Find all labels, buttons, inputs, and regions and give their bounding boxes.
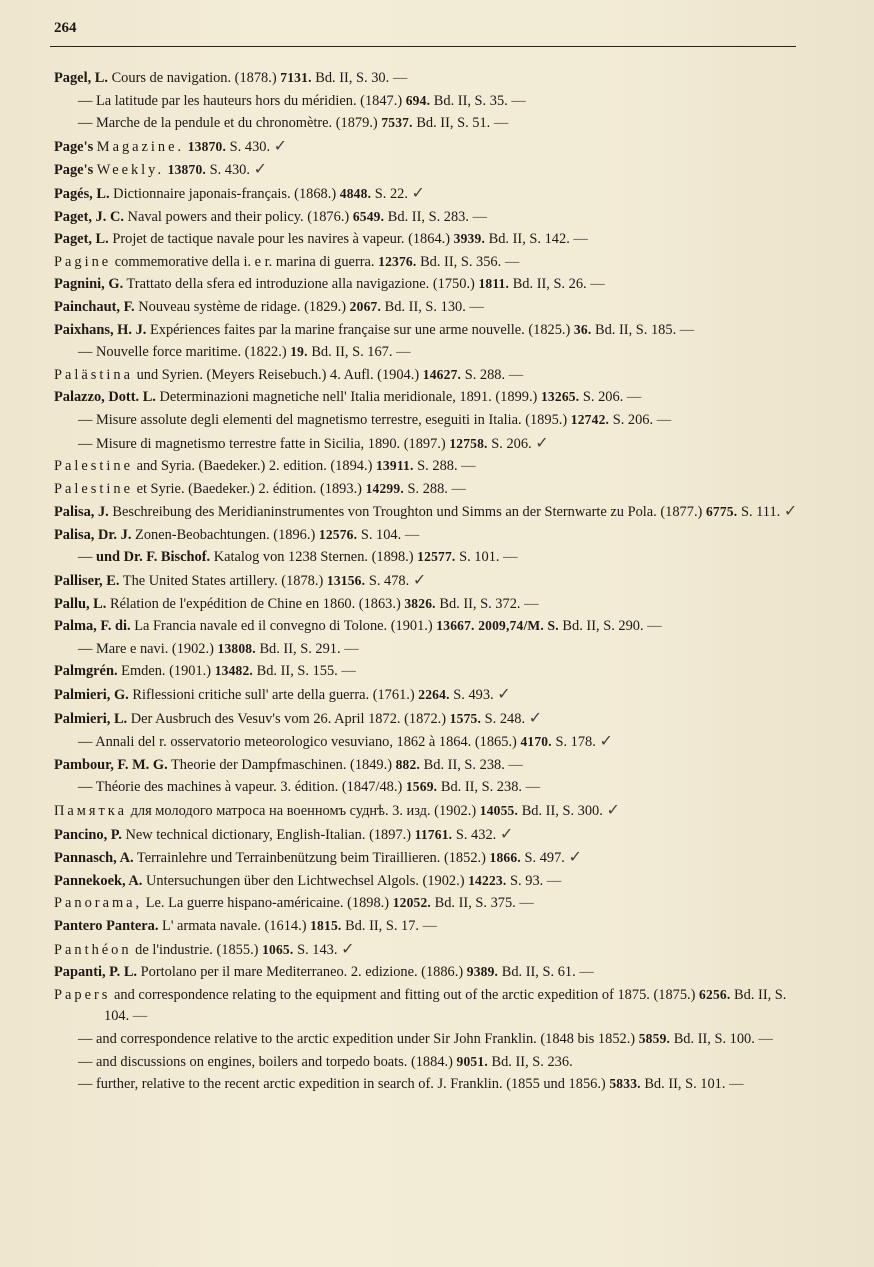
check-mark-icon: ✓	[535, 432, 549, 452]
entry-author: Pagnini, G.	[54, 276, 124, 293]
entry-number: 1811.	[478, 276, 510, 292]
entry-reference: Bd. II, S. 167.	[311, 344, 393, 361]
entry-reference: S. 93.	[510, 872, 544, 889]
entry-title: Mare e navi. (1902.)	[96, 640, 214, 657]
catalog-entry	[54, 524, 800, 547]
catalog-entry	[54, 892, 800, 915]
entry-number: 13870.	[167, 162, 206, 178]
entry-title: Determinazioni magnetiche nell' Italia meridionale, 1891. (1899.)	[159, 389, 538, 406]
catalog-entry	[54, 823, 800, 847]
entry-number: 1575.	[449, 710, 482, 726]
entry-title: Naval powers and their policy. (1876.)	[127, 208, 350, 225]
check-mark-icon: ✓	[273, 135, 288, 155]
entry-keyword: Panorama,	[54, 895, 143, 912]
entry-title: Emden. (1901.)	[121, 663, 212, 680]
continuation-dash: —	[78, 734, 96, 751]
catalog-entry	[54, 707, 800, 731]
entry-reference: Bd. II, S. 35.	[433, 92, 508, 109]
entry-title: Katalog von 1238 Sternen. (1898.)	[213, 549, 414, 566]
catalog-entry	[54, 432, 800, 456]
catalog-entry	[54, 776, 800, 799]
catalog-entry	[54, 386, 800, 409]
entry-reference: S. 206.	[582, 389, 624, 406]
entry-author: Pagel, L.	[54, 70, 108, 86]
entry-reference: Bd. II, S. 291.	[259, 640, 341, 657]
dash-mark: —	[461, 458, 476, 475]
entry-reference: Bd. II, S. 17.	[345, 917, 420, 934]
continuation-dash: —	[78, 1076, 96, 1093]
check-mark-icon: ✓	[499, 823, 514, 843]
dash-mark: —	[729, 1076, 744, 1093]
entry-number: 14299.	[365, 480, 404, 496]
entry-reference: S. 430.	[209, 162, 250, 179]
catalog-entry	[54, 341, 800, 364]
header-rule	[50, 46, 796, 47]
entry-author: Palma, F. di.	[54, 618, 131, 635]
entry-title: La latitude par les hauteurs hors du méridien. (1847.)	[96, 92, 403, 109]
dash-mark: —	[451, 480, 466, 497]
entry-number: 13808.	[217, 640, 256, 656]
catalog-entry	[54, 938, 800, 962]
entry-title: для молодого матроса на военномъ суднѣ. 3. изд. (1902.)	[130, 803, 477, 819]
entry-reference: S. 288.	[417, 458, 458, 475]
entry-number: 694.	[405, 92, 431, 108]
dash-mark: —	[590, 276, 605, 293]
check-mark-icon: ✓	[412, 570, 427, 590]
entry-number: 9389.	[466, 964, 499, 980]
continuation-dash: —	[78, 549, 96, 566]
entry-title: de l'industrie. (1855.)	[135, 941, 259, 958]
catalog-entry	[54, 296, 800, 319]
entry-number: 13870.	[187, 138, 227, 154]
entry-title: Der Ausbruch des Vesuv's vom 26. April 1872. (1872.)	[130, 710, 447, 727]
catalog-entry	[54, 67, 800, 90]
entry-author: Palisa, J.	[54, 504, 109, 521]
entry-reference: Bd. II, S. 155.	[256, 663, 338, 680]
entry-title: The United States artillery. (1878.)	[122, 573, 324, 590]
entry-reference: Bd. II, S. 238.	[423, 756, 505, 773]
entry-number: 1815.	[310, 917, 342, 933]
catalog-entry	[54, 546, 800, 569]
dash-mark: —	[472, 208, 487, 225]
dash-mark: —	[503, 549, 518, 566]
catalog-entry	[54, 638, 800, 661]
entry-number: 4848.	[339, 185, 372, 201]
entry-number: 882.	[395, 756, 421, 772]
entry-number: 13911.	[375, 458, 414, 474]
dash-mark: —	[525, 779, 540, 796]
catalog-entry	[54, 799, 800, 823]
entry-reference: Bd. II, S. 130.	[384, 298, 466, 315]
dash-mark: —	[524, 595, 539, 612]
dash-mark: —	[341, 663, 356, 680]
catalog-entry	[54, 455, 800, 478]
dash-mark: —	[392, 70, 408, 86]
entry-author: Palmgrén.	[54, 663, 118, 680]
catalog-entry	[54, 730, 800, 754]
entry-title: and discussions on engines, boilers and torpedo boats. (1884.)	[96, 1053, 453, 1070]
entry-reference: S. 288.	[464, 366, 506, 383]
entry-keyword: Weekly.	[96, 162, 165, 179]
entry-reference: Bd. II, S. 101.	[644, 1076, 726, 1093]
catalog-entry	[54, 500, 800, 524]
dash-mark: —	[546, 872, 562, 889]
entry-title: and Syria. (Baedeker.) 2. edition. (1894.)	[136, 458, 373, 475]
catalog-entry	[54, 754, 800, 777]
page-number: 264	[54, 20, 77, 36]
entry-reference: Bd. II, S. 185.	[595, 321, 677, 338]
entry-reference: S. 478.	[368, 573, 410, 590]
check-mark-icon: ✓	[341, 938, 355, 958]
catalog-entry	[54, 112, 800, 135]
catalog-entry	[54, 569, 800, 593]
entry-number: 1866.	[489, 850, 521, 866]
entry-author: Palisa, Dr. J.	[54, 526, 132, 543]
entry-reference: S. 432.	[455, 826, 497, 843]
entry-number: 12758.	[449, 435, 488, 451]
entry-title: Terrainlehre und Terrainbenützung beim Tiraillieren. (1852.)	[136, 850, 486, 867]
dash-mark: —	[573, 231, 588, 248]
catalog-entry	[54, 364, 800, 387]
entry-reference: S. 497.	[524, 850, 565, 867]
dash-mark: —	[519, 895, 534, 912]
entry-author: Page's	[54, 138, 94, 155]
entry-number: 12376.	[378, 253, 417, 269]
continuation-dash: —	[78, 435, 96, 452]
entry-keyword: Palestine	[54, 458, 133, 475]
entry-title: Nouvelle force maritime. (1822.)	[96, 344, 287, 361]
entry-title: and correspondence relative to the arctic expedition under Sir John Franklin. (1848 bis 1852.)	[96, 1030, 636, 1047]
entry-title: New technical dictionary, English-Italian. (1897.)	[125, 826, 412, 843]
entry-reference: Bd. II, S. 104.	[104, 986, 787, 1025]
entry-reference: S. 288.	[407, 480, 448, 497]
entry-author: Pagés, L.	[54, 185, 110, 202]
entry-reference: S. 493.	[453, 687, 494, 704]
entry-title: La Francia navale ed il convegno di Tolone. (1901.)	[134, 618, 433, 635]
entry-number: 5833.	[609, 1076, 641, 1092]
entry-number: 12576.	[318, 526, 358, 542]
catalog-entry	[54, 251, 800, 274]
catalog-entry	[54, 984, 800, 1028]
entry-reference: Bd. II, S. 300.	[521, 803, 603, 819]
dash-mark: —	[504, 253, 520, 270]
dash-mark: —	[656, 411, 672, 428]
entry-number: 7537.	[381, 115, 413, 131]
catalog-entry	[54, 846, 800, 870]
catalog-entry	[54, 319, 800, 342]
entry-reference: Bd. II, S. 372.	[439, 595, 521, 612]
catalog-entry	[54, 615, 800, 638]
entry-title: Misure di magnetismo terrestre fatte in Sicilia, 1890. (1897.)	[96, 435, 446, 452]
entry-reference: Bd. II, S. 61.	[501, 964, 576, 981]
entry-title: Dictionnaire japonais-français. (1868.)	[113, 185, 337, 202]
entry-number: 3826.	[404, 595, 436, 611]
continuation-dash: —	[78, 115, 96, 132]
dash-mark: —	[508, 366, 524, 383]
catalog-entry	[54, 478, 800, 501]
entry-number: 36.	[573, 321, 592, 337]
entry-number: 6256.	[699, 986, 731, 1002]
entry-author: Palliser, E.	[54, 573, 120, 590]
entry-author: Pannasch, A.	[54, 850, 134, 867]
entry-title: Zonen-Beobachtungen. (1896.)	[135, 526, 316, 543]
check-mark-icon: ✓	[497, 684, 511, 704]
catalog-entry	[54, 961, 800, 984]
entry-number: 6549.	[352, 208, 385, 224]
entry-author: Pancino, P.	[54, 826, 122, 843]
entry-reference: S. 143.	[297, 941, 338, 958]
entry-author: Page's	[54, 162, 94, 179]
entry-title: Misure assolute degli elementi del magnetismo terrestre, eseguiti in Italia. (1895.)	[96, 411, 568, 428]
catalog-entry	[54, 1073, 800, 1096]
entry-reference: S. 178.	[555, 734, 596, 751]
entry-reference: S. 206.	[612, 411, 654, 428]
entry-title: Beschreibung des Meridianinstrumentes von Troughton und Simms an der Sternwarte zu Pola. (1877.)	[112, 504, 703, 521]
continuation-dash: —	[78, 344, 96, 361]
entry-number: 14223.	[468, 872, 507, 888]
entry-title: Expériences faites par la marine française sur une arme nouvelle. (1825.)	[149, 321, 571, 338]
entry-number: 5859.	[638, 1030, 671, 1046]
entry-number: 12742.	[570, 411, 610, 427]
entry-title: Annali del r. osservatorio meteorologico vesuviano, 1862 à 1864. (1865.)	[95, 734, 517, 751]
check-mark-icon: ✓	[783, 501, 798, 521]
catalog-entry	[54, 1028, 800, 1051]
entry-reference: Bd. II, S. 283.	[387, 208, 469, 225]
entry-author: Paget, L.	[54, 231, 109, 248]
entry-author: Painchaut, F.	[54, 298, 135, 315]
entry-keyword: Pagine	[54, 253, 112, 270]
dash-mark: —	[344, 640, 359, 657]
catalog-entry	[54, 135, 800, 159]
entry-number: 1065.	[262, 941, 294, 957]
entry-reference: S. 111.	[740, 504, 781, 521]
check-mark-icon: ✓	[599, 731, 613, 751]
entry-keyword: Памятка	[54, 803, 127, 819]
entry-title: Le. La guerre hispano-américaine. (1898.)	[145, 895, 390, 912]
entry-reference: S. 101.	[459, 549, 500, 566]
entry-author: Palazzo, Dott. L.	[54, 389, 156, 406]
entry-title: Rélation de l'expédition de Chine en 1860. (1863.)	[110, 595, 401, 612]
dash-mark: —	[626, 389, 642, 406]
catalog-entry	[54, 409, 800, 432]
entry-reference: Bd. II, S. 236.	[491, 1053, 573, 1070]
entry-reference: S. 206.	[491, 435, 532, 452]
entry-reference: Bd. II, S. 51.	[416, 115, 491, 132]
dash-mark: —	[404, 526, 420, 543]
entry-number: 19.	[290, 344, 308, 360]
entry-number: 1569.	[405, 779, 438, 795]
entry-title: Théorie des machines à vapeur. 3. édition. (1847/48.)	[95, 779, 403, 796]
entry-author: Pallu, L.	[54, 595, 107, 612]
entry-title: Untersuchungen über den Lichtwechsel Algols. (1902.)	[145, 872, 465, 889]
continuation-dash: —	[78, 411, 96, 428]
entry-reference: Bd. II, S. 290.	[562, 618, 644, 635]
entry-reference: Bd. II, S. 26.	[512, 276, 587, 293]
dash-mark: —	[647, 618, 662, 635]
continuation-dash: —	[78, 1030, 96, 1047]
entry-title: Nouveau système de ridage. (1829.)	[138, 298, 347, 315]
dash-mark: —	[511, 92, 526, 109]
entry-number: 13667. 2009,74/M. S.	[436, 618, 559, 634]
entry-reference: Bd. II, S. 375.	[434, 895, 516, 912]
entry-reference: Bd. II, S. 356.	[420, 253, 502, 270]
entry-reference: S. 248.	[484, 710, 526, 727]
dash-mark: —	[679, 321, 695, 338]
entry-keyword: Magazine.	[96, 138, 185, 155]
entry-title: Theorie der Dampfmaschinen. (1849.)	[171, 756, 392, 773]
entry-number: 6775.	[705, 504, 738, 520]
entry-author: Paget, J. C.	[54, 208, 124, 225]
entry-reference: Bd. II, S. 100.	[673, 1030, 755, 1047]
entry-reference: Bd. II, S. 30.	[315, 70, 390, 86]
entry-number: 13265.	[540, 389, 580, 405]
entry-number: 3939.	[453, 231, 486, 247]
entry-author: und Dr. F. Bischof.	[96, 549, 211, 566]
entry-number: 13156.	[326, 573, 366, 589]
entry-title: Trattato della sfera ed introduzione alla navigazione. (1750.)	[126, 276, 475, 293]
entry-title: Riflessioni critiche sull' arte della guerra. (1761.)	[132, 687, 415, 704]
entry-title: Portolano per il mare Mediterraneo. 2. edizione. (1886.)	[140, 964, 464, 981]
catalog-entry	[54, 593, 800, 616]
dash-mark: —	[758, 1030, 773, 1047]
catalog-entry	[54, 182, 800, 206]
continuation-dash: —	[78, 640, 96, 657]
entry-title: commemorative della i. e r. marina di guerra.	[114, 253, 375, 270]
check-mark-icon: ✓	[528, 707, 543, 727]
check-mark-icon: ✓	[253, 159, 267, 179]
continuation-dash: —	[78, 1053, 96, 1070]
entry-author: Palmieri, L.	[54, 710, 128, 727]
entry-title: Marche de la pendule et du chronomètre. (1879.)	[96, 115, 378, 132]
entry-author: Palmieri, G.	[54, 687, 129, 704]
entry-reference: S. 104.	[360, 526, 402, 543]
entry-keyword: Palestine	[54, 480, 133, 497]
entry-number: 12577.	[417, 549, 456, 565]
catalog-entry	[54, 90, 800, 113]
entry-number: 7131.	[280, 70, 312, 85]
entry-reference: S. 430.	[229, 138, 271, 155]
entry-reference: Bd. II, S. 238.	[440, 779, 522, 796]
catalog-entry	[54, 683, 800, 707]
catalog-entry	[54, 228, 800, 251]
entry-keyword: Papers	[54, 986, 111, 1003]
continuation-dash: —	[78, 779, 96, 796]
entry-number: 2264.	[418, 687, 450, 703]
entry-number: 4170.	[520, 734, 552, 750]
entry-title: L' armata navale. (1614.)	[162, 917, 307, 934]
dash-mark: —	[493, 115, 509, 132]
entry-title: und Syrien. (Meyers Reisebuch.) 4. Aufl. (1904.)	[136, 366, 420, 383]
dash-mark: —	[469, 298, 484, 315]
entry-number: 2067.	[349, 298, 382, 314]
entry-author: Papanti, P. L.	[54, 964, 138, 981]
entry-title: et Syrie. (Baedeker.) 2. édition. (1893.)	[136, 480, 362, 497]
entry-keyword: Panthéon	[54, 941, 132, 958]
catalog-entry	[54, 273, 800, 296]
entry-number: 14627.	[422, 366, 462, 382]
continuation-dash: —	[78, 92, 96, 109]
dash-mark: —	[396, 344, 411, 361]
entry-author: Pantero Pantera.	[54, 917, 159, 934]
entry-title: Cours de navigation. (1878.)	[111, 70, 277, 86]
entry-number: 13482.	[214, 663, 254, 679]
dash-mark: —	[422, 917, 438, 934]
dash-mark: —	[132, 1008, 148, 1025]
entry-author: Pambour, F. M. G.	[54, 756, 168, 773]
entry-number: 9051.	[456, 1053, 488, 1069]
catalog-entry	[54, 206, 800, 229]
catalog-entries	[54, 67, 800, 1096]
entry-number: 11761.	[414, 826, 453, 842]
entry-number: 14055.	[479, 803, 519, 818]
entry-title: and correspondence relating to the equipment and fitting out of the arctic expedition of 1875. (1875.)	[113, 986, 696, 1003]
entry-title: Projet de tactique navale pour les navires à vapeur. (1864.)	[112, 231, 451, 248]
catalog-entry	[54, 870, 800, 893]
catalog-entry	[54, 660, 800, 683]
dash-mark: —	[508, 756, 523, 773]
check-mark-icon: ✓	[411, 182, 425, 202]
check-mark-icon: ✓	[606, 800, 620, 819]
catalog-entry	[54, 158, 800, 182]
dash-mark: —	[579, 964, 594, 981]
entry-keyword: Palästina	[54, 366, 133, 383]
catalog-entry	[54, 1051, 800, 1074]
entry-reference: S. 22.	[374, 185, 408, 202]
check-mark-icon: ✓	[568, 847, 582, 867]
entry-title: further, relative to the recent arctic expedition in search of. J. Franklin. (1855 und 1856.)	[96, 1076, 606, 1093]
entry-author: Pannekoek, A.	[54, 872, 143, 889]
catalog-entry	[54, 915, 800, 938]
entry-reference: Bd. II, S. 142.	[488, 231, 570, 248]
entry-author: Paixhans, H. J.	[54, 321, 147, 338]
entry-number: 12052.	[392, 895, 432, 911]
